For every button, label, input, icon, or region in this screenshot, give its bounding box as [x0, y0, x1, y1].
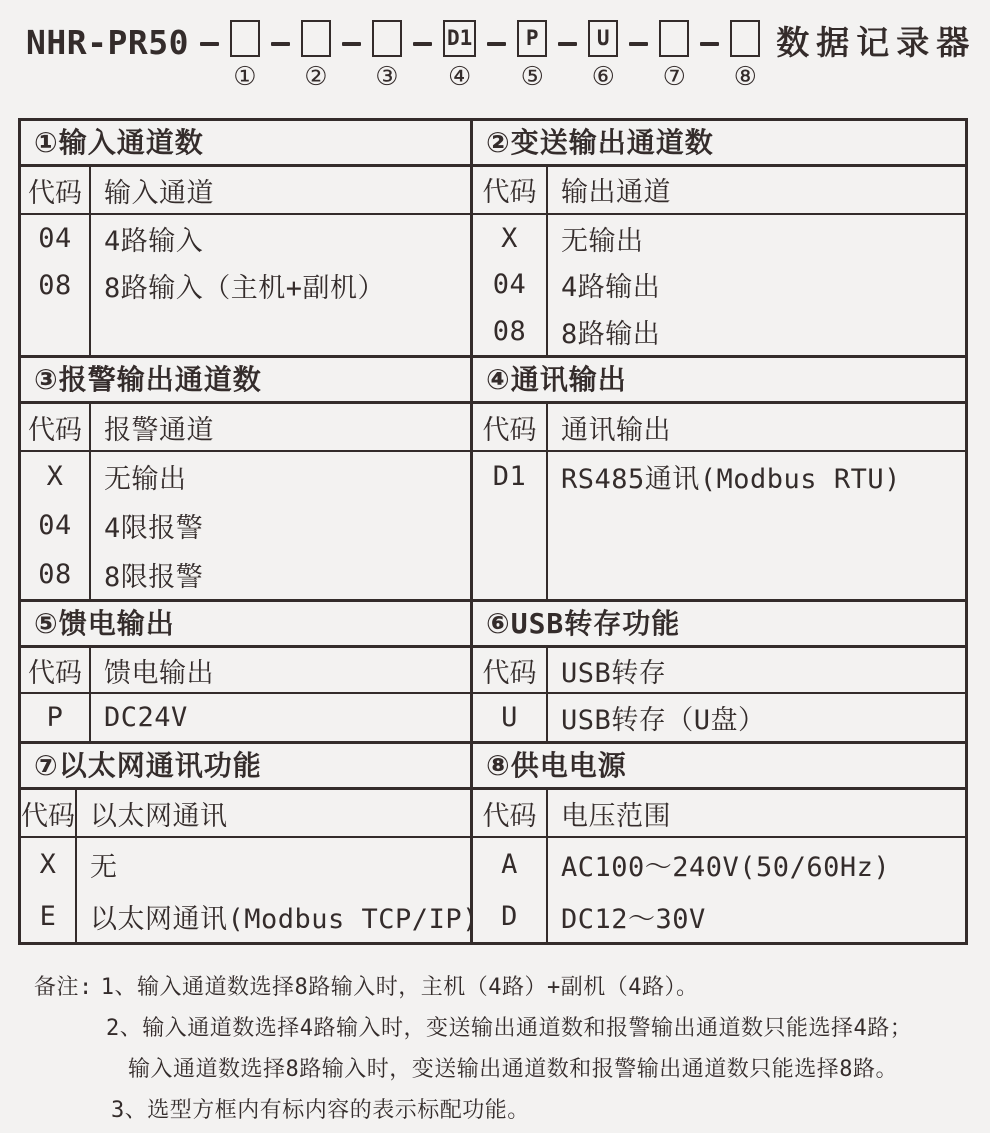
section-power-supply: [473, 744, 965, 942]
dash-separator: [342, 42, 361, 46]
column-header-desc: USB转存: [548, 648, 965, 694]
desc-cell: 4路输出: [561, 272, 661, 304]
code-cell: D1: [492, 461, 527, 492]
note-item-2: 2、输入通道数选择4路输入时，变送输出通道数和报警输出通道数只能选择4路；: [106, 1016, 913, 1041]
dash-separator: [558, 42, 577, 46]
code-cell: 08: [38, 559, 72, 590]
option-box-6: U: [588, 20, 618, 57]
column-header-code: 代码: [21, 404, 89, 452]
option-box-1: [230, 20, 260, 57]
option-box-5: P: [517, 20, 547, 57]
desc-cell: USB转存（U盘）: [561, 705, 766, 736]
dash-separator: [413, 42, 432, 46]
code-cell: 04: [38, 223, 72, 254]
option-box-2: [301, 20, 331, 57]
model-segment-4: [402, 20, 476, 90]
code-cell: X: [39, 848, 57, 880]
model-code-line: [0, 0, 990, 118]
note-item-2-continued: 输入通道数选择8路输入时，变送输出通道数和报警输出通道数只能选择8路。: [128, 1057, 898, 1082]
desc-cell: AC100～240V(50/60Hz): [561, 851, 891, 883]
model-segment-3: [331, 20, 402, 90]
desc-cell: 8限报警: [104, 562, 204, 593]
desc-cell: 8路输出: [561, 319, 661, 351]
circled-number-2: ②: [304, 62, 328, 92]
table-row-pair-3: [21, 599, 965, 741]
dash-separator: [271, 42, 290, 46]
code-cell: 08: [38, 270, 72, 301]
table-row-pair-1: [21, 121, 965, 355]
code-cell: U: [501, 702, 518, 733]
note-item-1: 1、输入通道数选择8路输入时，主机（4路）+副机（4路）。: [100, 975, 699, 1000]
code-cell: P: [46, 702, 64, 733]
model-segment-7: [618, 20, 689, 90]
notes-block: [34, 967, 990, 1131]
notes-label: 备注:: [34, 975, 93, 1000]
desc-cell: 8路输入（主机+副机）: [104, 273, 386, 304]
table-row-pair-4: [21, 741, 965, 942]
column-header-code: 代码: [473, 648, 546, 694]
table-row-pair-2: [21, 355, 965, 599]
column-header-desc: 输入通道: [91, 167, 470, 215]
desc-cell: 无: [90, 851, 118, 883]
code-cell: 08: [492, 316, 527, 348]
column-header-desc: 电压范围: [548, 790, 965, 838]
desc-cell: 无输出: [561, 225, 644, 257]
code-cell: A: [501, 848, 518, 880]
code-cell: 04: [38, 510, 72, 541]
desc-cell: 以太网通讯(Modbus TCP/IP): [90, 903, 479, 935]
circled-number-8: ⑧: [733, 62, 757, 92]
section-transmit-output-channels: [473, 121, 965, 355]
column-header-code: 代码: [473, 167, 546, 215]
column-header-desc: 报警通道: [91, 404, 470, 452]
column-header-code: 代码: [21, 167, 89, 215]
desc-cell: DC12～30V: [561, 903, 706, 935]
section-title: ⑧供电电源: [473, 744, 965, 790]
dash-separator: [629, 42, 648, 46]
section-title: ⑥USB转存功能: [473, 602, 965, 648]
dash-separator: [700, 42, 719, 46]
dash-separator: [487, 42, 506, 46]
section-title: ②变送输出通道数: [473, 121, 965, 167]
column-header-code: 代码: [473, 790, 546, 838]
code-cell: X: [501, 222, 518, 254]
section-feed-power-output: [21, 602, 473, 741]
code-cell: X: [46, 461, 64, 492]
selection-table: [18, 118, 968, 945]
option-box-4: D1: [443, 20, 476, 57]
column-header-desc: 通讯输出: [548, 404, 965, 452]
model-prefix: NHR-PR50: [26, 23, 189, 62]
option-box-8: [730, 20, 760, 57]
option-box-3: [372, 20, 402, 57]
section-alarm-output-channels: [21, 358, 473, 599]
column-header-desc: 馈电输出: [91, 648, 470, 694]
column-header-code: 代码: [473, 404, 546, 452]
section-title: ①输入通道数: [21, 121, 470, 167]
code-cell: 04: [492, 269, 527, 301]
section-title: ⑦以太网通讯功能: [21, 744, 470, 790]
product-type-label: 数据记录器: [776, 23, 977, 62]
circled-number-5: ⑤: [520, 62, 544, 92]
desc-cell: 4限报警: [104, 513, 204, 544]
model-segment-2: [260, 20, 331, 90]
circled-number-7: ⑦: [662, 62, 686, 92]
model-segment-1: [189, 20, 260, 90]
desc-cell: 无输出: [104, 464, 187, 495]
section-title: ③报警输出通道数: [21, 358, 470, 404]
column-header-code: 代码: [21, 790, 75, 838]
column-header-desc: 输出通道: [548, 167, 965, 215]
dash-separator: [200, 42, 219, 46]
desc-cell: RS485通讯(Modbus RTU): [561, 464, 901, 495]
column-header-desc: 以太网通讯: [77, 790, 479, 838]
section-title: ⑤馈电输出: [21, 602, 470, 648]
section-ethernet-communication: [21, 744, 479, 942]
code-cell: D: [501, 900, 518, 932]
column-header-code: 代码: [21, 648, 89, 694]
section-usb-transfer: [473, 602, 965, 741]
section-title: ④通讯输出: [473, 358, 965, 404]
option-box-7: [659, 20, 689, 57]
circled-number-4: ④: [447, 62, 472, 92]
circled-number-6: ⑥: [591, 62, 615, 92]
desc-cell: DC24V: [104, 702, 188, 733]
circled-number-3: ③: [375, 62, 399, 92]
model-segment-8: [689, 20, 760, 90]
section-input-channels: [21, 121, 473, 355]
note-item-3: 3、选型方框内有标内容的表示标配功能。: [111, 1098, 530, 1123]
desc-cell: 4路输入: [104, 226, 204, 257]
model-segment-6: [547, 20, 618, 90]
section-communication-output: [473, 358, 965, 599]
code-cell: E: [39, 900, 57, 932]
circled-number-1: ①: [233, 62, 257, 92]
model-segment-5: [476, 20, 547, 90]
